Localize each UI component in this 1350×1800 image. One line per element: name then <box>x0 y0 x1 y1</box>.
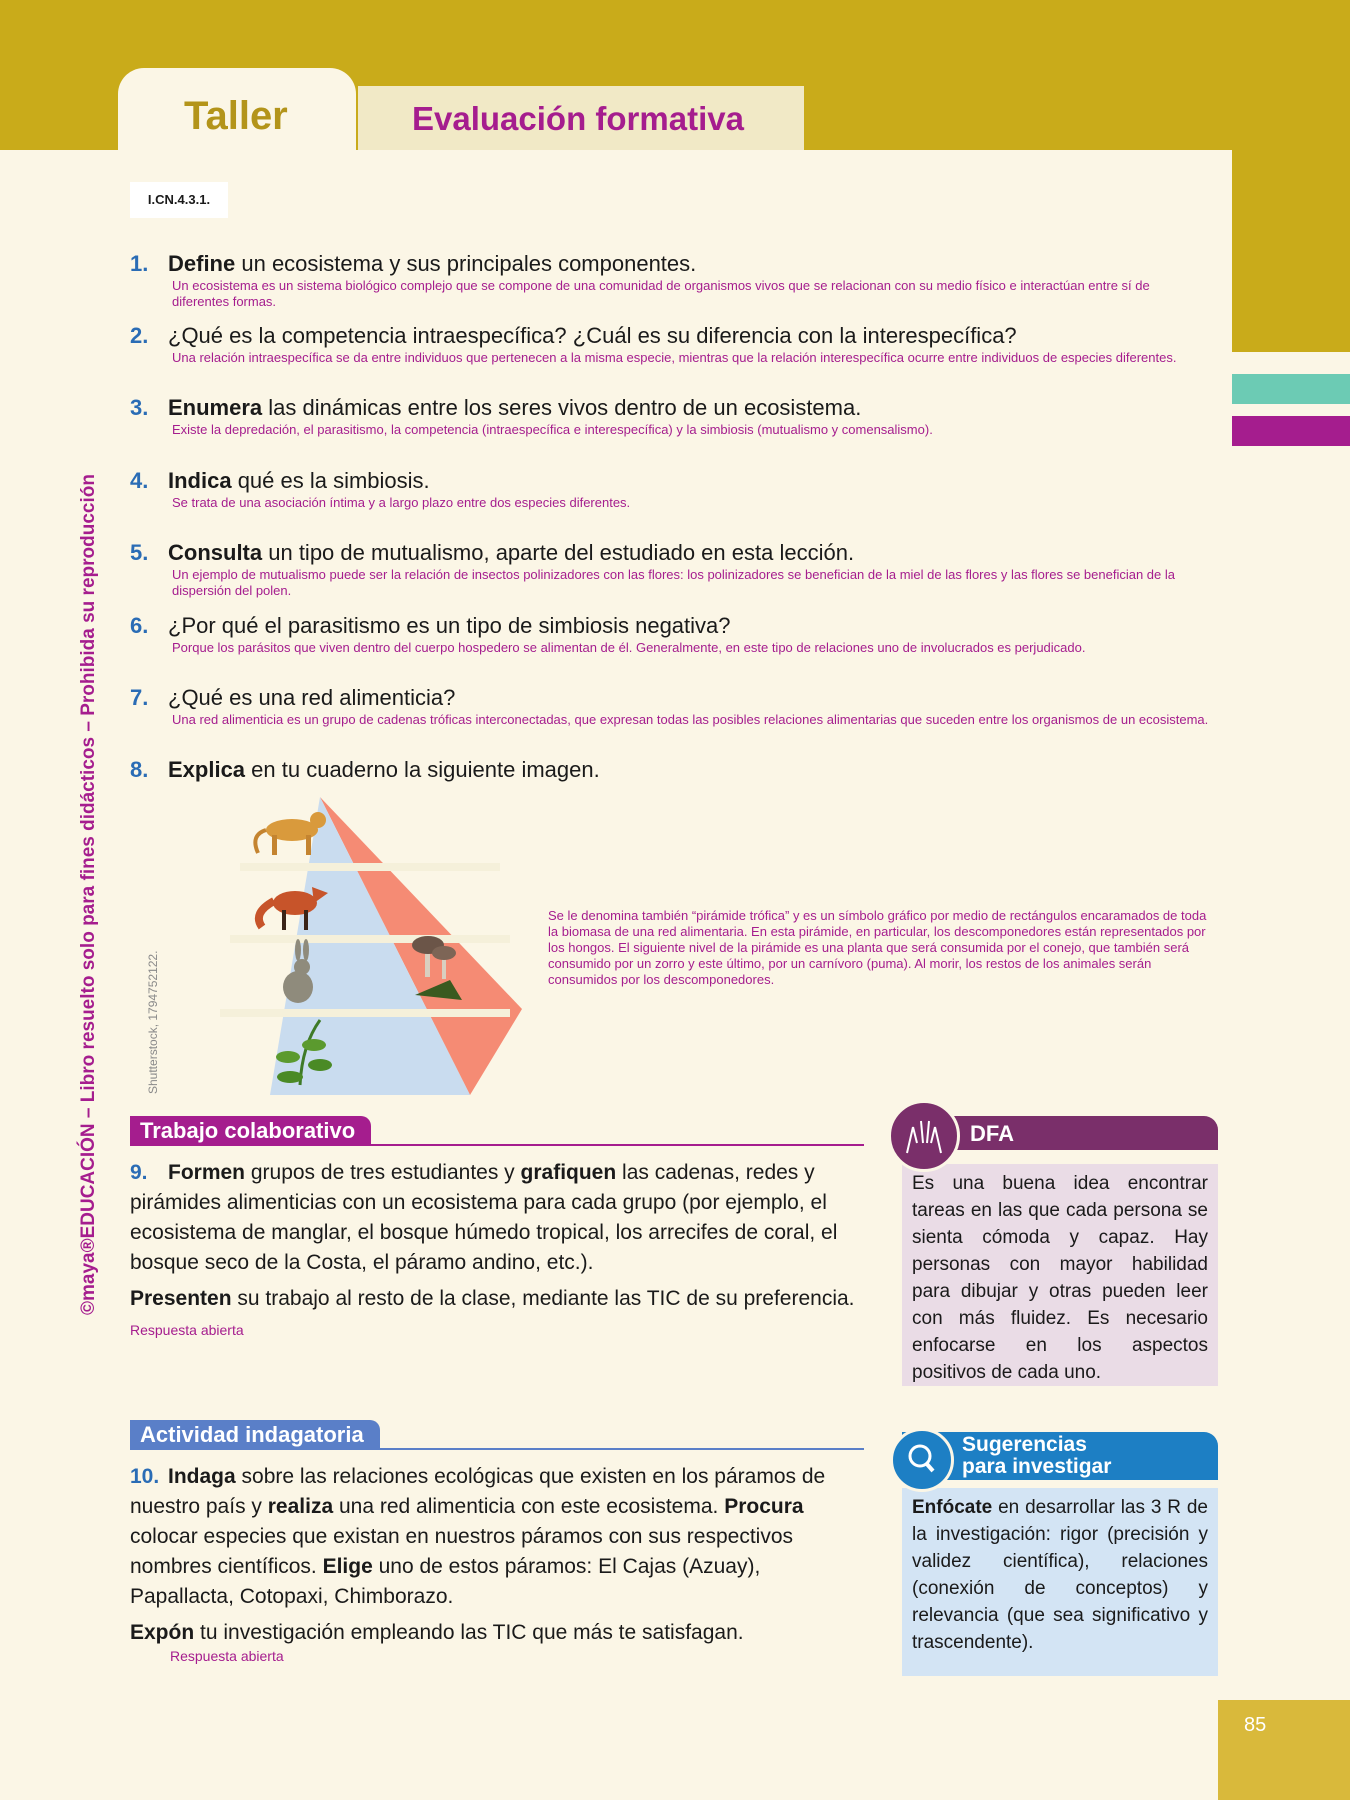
pyramid-separator <box>230 935 510 943</box>
question-number: 7. <box>130 685 149 710</box>
question-2 <box>130 322 1210 366</box>
question-text: ¿Qué es una red alimenticia? <box>168 685 456 710</box>
rabbit-icon <box>283 939 313 1003</box>
question-verb: Elige <box>322 1555 373 1578</box>
question-number: 8. <box>130 757 149 782</box>
section-title: Actividad indagatoria <box>130 1420 380 1450</box>
teal-marker <box>1232 374 1350 404</box>
section-header-indagatoria <box>130 1420 864 1450</box>
question-number: 4. <box>130 468 149 493</box>
magnifier-icon <box>890 1428 954 1492</box>
question-text: un tipo de mutualismo, aparte del estudiado en esta lección. <box>262 540 855 565</box>
question-verb: Formen <box>168 1161 246 1184</box>
question-text: las dinámicas entre los seres vivos dentro de un ecosistema. <box>262 395 862 420</box>
question-10 <box>130 1462 864 1664</box>
pyramid-separator <box>240 863 500 871</box>
question-verb: Enumera <box>168 395 263 420</box>
pyramid-separator <box>220 1009 510 1017</box>
question-number: 2. <box>130 323 149 348</box>
trophic-pyramid-illustration <box>200 795 530 1095</box>
image-credit: Shutterstock, 1794752122. <box>146 950 160 1094</box>
sugerencias-text <box>902 1488 1218 1676</box>
section-line <box>130 1144 864 1146</box>
question-verb: Define <box>168 251 236 276</box>
question-text: colocar especies que existan en nuestros páramos con sus respectivos nombres científicos. <box>130 1525 794 1578</box>
question-text: su trabajo al resto de la clase, mediante las TIC de su preferencia. <box>231 1287 855 1310</box>
question-1 <box>130 250 1210 310</box>
question-answer: Respuesta abierta <box>130 1322 244 1338</box>
question-answer: Una relación intraespecífica se da entre individuos que pertenecen a la misma especie, mientras que la relación interespecífica ocurre entre individuos de especies diferentes. <box>172 350 1177 365</box>
question-answer: Porque los parásitos que viven dentro del cuerpo hospedero se alimentan de él. Generalmente, en este tipo de relaciones uno de involucrados es perjudicado. <box>172 640 1086 655</box>
question-verb: Indica <box>168 468 232 493</box>
question-number: 1. <box>130 251 149 276</box>
question-verb: Indaga <box>168 1465 236 1488</box>
dfa-title: DFA <box>970 1121 1014 1146</box>
right-band <box>1232 150 1350 352</box>
side-copyright: ©maya®EDUCACIÓN – Libro resuelto solo para fines didácticos – Prohibida su reproducción <box>78 474 99 1315</box>
question-answer: Una red alimenticia es un grupo de cadenas tróficas interconectadas, que expresan todas las posibles relaciones alimentarias que suceden entre los organismos de un ecosistema. <box>172 712 1209 727</box>
tab-evaluacion <box>358 86 804 150</box>
sugerencias-body: en desarrollar las 3 R de la investigación: rigor (precisión y validez científica), relaciones (conexión de conceptos) y relevancia (que sea significativo y trascendente). <box>912 1497 1208 1653</box>
question-text: uno de estos páramos: El Cajas (Azuay), Papallacta, Cotopaxi, Chimborazo. <box>130 1555 761 1608</box>
pyramid-description: Se le denomina también “pirámide trófica” y es un símbolo gráfico por medio de rectángulos encaramados de toda la biomasa de una red alimentaria. En esta pirámide, en particular, los descomponedores están representados por los hongos. El siguiente nivel de la pirámide es una planta que será consumida por el conejo, que también será consumido por un zorro y este último, por un carnívoro (puma). Al morir, los restos de los animales serán consumidos por los descomponedores. <box>548 908 1207 987</box>
question-number: 3. <box>130 395 149 420</box>
question-answer: Existe la depredación, el parasitismo, la competencia (intraespecífica e interespecífica) y la simbiosis (mutualismo y comensalismo). <box>172 422 933 437</box>
sugerencias-title-1: Sugerencias <box>962 1433 1087 1456</box>
tab-evaluacion-label: Evaluación formativa <box>412 100 744 137</box>
page-number-box <box>1218 1700 1350 1800</box>
question-answer: Se trata de una asociación íntima y a largo plazo entre dos especies diferentes. <box>172 495 631 510</box>
question-6 <box>130 612 1210 656</box>
question-text: las cadenas, redes y pirámides alimenticias con un ecosistema para cada grupo (por ejemplo, el ecosistema de manglar, el bosque húmedo tropical, los arrecifes de coral, el bosque seco de la Costa, el páramo andino, etc.). <box>130 1161 838 1274</box>
question-answer: Un ejemplo de mutualismo puede ser la relación de insectos polinizadores con las flores: los polinizadores se benefician de la miel de las flores y las flores se benefician de la dispersión del polen. <box>172 567 1175 598</box>
question-verb: Explica <box>168 757 246 782</box>
question-verb: Presenten <box>130 1287 232 1310</box>
section-line <box>130 1448 864 1450</box>
question-verb: grafiquen <box>520 1161 617 1184</box>
question-verb: Consulta <box>168 540 263 565</box>
right-paper <box>1232 352 1350 1702</box>
question-answer: Un ecosistema es un sistema biológico complejo que se compone de una comunidad de organismos vivos que se relacionan con su medio físico e interactúan entre sí de diferentes formas. <box>172 278 1150 309</box>
section-header-colaborativo <box>130 1116 864 1146</box>
question-verb: Expón <box>130 1621 195 1644</box>
section-title: Trabajo colaborativo <box>130 1116 371 1146</box>
question-verb: Procura <box>724 1495 804 1518</box>
question-text: una red alimenticia con este ecosistema. <box>333 1495 725 1518</box>
question-3 <box>130 394 1210 438</box>
question-text: un ecosistema y sus principales componentes. <box>235 251 697 276</box>
question-number: 10. <box>130 1465 160 1488</box>
question-text: en tu cuaderno la siguiente imagen. <box>245 757 600 782</box>
dfa-hands-icon <box>888 1100 960 1172</box>
question-7 <box>130 684 1210 728</box>
page-number: 85 <box>1244 1714 1267 1736</box>
question-number: 5. <box>130 540 149 565</box>
question-text: ¿Por qué el parasitismo es un tipo de simbiosis negativa? <box>168 613 731 638</box>
question-5 <box>130 539 1210 599</box>
question-9 <box>130 1158 864 1345</box>
dfa-text: Es una buena idea encontrar tareas en las que cada persona se sienta cómoda y capaz. Hay personas con mayor habilidad para dibujar y otras pueden leer con más fluidez. Es necesario enfocarse en los aspectos positivos de cada uno. <box>902 1164 1218 1386</box>
question-text: qué es la simbiosis. <box>231 468 430 493</box>
sugerencias-verb: Enfócate <box>912 1497 993 1518</box>
question-8 <box>130 756 1210 784</box>
question-answer: Respuesta abierta <box>170 1648 284 1664</box>
magenta-marker <box>1232 416 1350 446</box>
question-text: grupos de tres estudiantes y <box>245 1161 521 1184</box>
question-4 <box>130 467 1210 511</box>
indicator-code: I.CN.4.3.1. <box>130 182 228 218</box>
sugerencias-title-2: para investigar <box>962 1455 1112 1478</box>
question-text: sobre las relaciones ecológicas que existen en los páramos de nuestro país y <box>130 1465 826 1518</box>
question-verb: realiza <box>267 1495 334 1518</box>
question-number: 6. <box>130 613 149 638</box>
question-text: ¿Qué es la competencia intraespecífica? ¿Cuál es su diferencia con la interespecífica? <box>168 323 1017 348</box>
question-number: 9. <box>130 1161 148 1184</box>
tab-taller <box>118 68 356 150</box>
tab-taller-label: Taller <box>184 94 288 138</box>
question-text: tu investigación empleando las TIC que más te satisfagan. <box>194 1621 744 1644</box>
